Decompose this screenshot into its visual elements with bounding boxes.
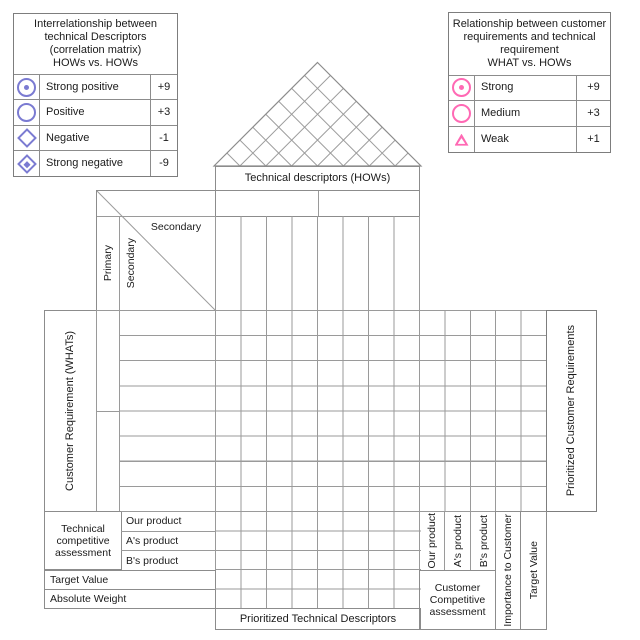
legend-row-strong-negative — [14, 150, 177, 176]
medium-icon — [449, 101, 475, 126]
customer-assessment-columns — [419, 511, 496, 570]
primary-label: Primary — [102, 244, 114, 282]
correlation-roof-matrix — [205, 55, 430, 170]
customer-assessment-grid — [419, 310, 547, 512]
assessment-title-line: assessment — [429, 606, 486, 618]
prioritized-customer-requirements-label: Prioritized Customer Requirements — [546, 310, 597, 512]
technical-descriptors-header — [215, 166, 420, 191]
relationship-legend-title — [449, 13, 610, 75]
strong-negative-icon — [14, 151, 40, 176]
a-product-row: A's product — [121, 532, 216, 552]
legend-row-label: Medium — [481, 107, 521, 120]
legend-row-weak — [449, 126, 610, 152]
relationship-matrix-grid — [215, 310, 421, 512]
legend-row-positive — [14, 99, 177, 125]
relationship-matrix-bottom-grid — [215, 511, 421, 609]
legend-row-negative — [14, 125, 177, 151]
corner-header-cell — [96, 190, 216, 311]
secondary-requirements-column — [119, 310, 216, 512]
legend-row-value: +9 — [150, 75, 177, 100]
legend-row-value: +3 — [150, 100, 177, 125]
legend-row-label: Strong negative — [46, 157, 124, 170]
assessment-title-line: assessment — [54, 546, 112, 559]
legend-title-line: Relationship between customer — [452, 17, 607, 30]
customer-competitive-assessment-box — [419, 570, 496, 630]
strong-icon — [449, 76, 475, 101]
target-value-column: Target Value — [520, 511, 547, 630]
b-product-row: B's product — [126, 554, 179, 567]
hows-primary-grouping-row — [215, 190, 420, 217]
technical-competitive-assessment-box — [44, 511, 122, 570]
legend-row-value: +3 — [576, 101, 610, 126]
legend-title-line: (correlation matrix) — [49, 43, 142, 56]
primary-grouping-column — [96, 310, 120, 512]
legend-title-line: WHAT vs. HOWs — [487, 56, 572, 69]
assessment-title-line: Customer — [434, 582, 481, 594]
legend-row-value: +1 — [576, 127, 610, 152]
legend-row-strong-positive — [14, 74, 177, 100]
legend-row-label: Strong positive — [46, 80, 119, 93]
a-product-column: A's product — [445, 512, 471, 570]
absolute-weight-row: Absolute Weight — [44, 589, 216, 609]
legend-row-label: Strong — [481, 81, 514, 94]
legend-row-medium — [449, 100, 610, 126]
legend-title-line: HOWs vs. HOWs — [53, 56, 138, 69]
technical-assessment-rows — [121, 511, 216, 570]
legend-row-strong — [449, 75, 610, 101]
our-product-column: Our product — [419, 512, 445, 570]
correlation-legend — [13, 13, 178, 177]
legend-title-line: Interrelationship between — [34, 17, 157, 30]
importance-to-customer-column: Importance to Customer — [495, 511, 521, 630]
legend-title-line: technical Descriptors — [44, 30, 147, 43]
legend-row-value: -1 — [150, 126, 177, 151]
technical-descriptors-header-label: Technical descriptors (HOWs) — [244, 172, 391, 184]
legend-row-label: Negative — [46, 131, 90, 144]
weak-icon — [449, 127, 475, 152]
legend-row-value: -9 — [150, 151, 177, 176]
customer-requirements-label: Customer Requirement (WHATs) — [44, 310, 97, 512]
legend-title-line: requirement — [500, 43, 559, 56]
primary-grouping-divider — [97, 411, 120, 412]
legend-row-label: Weak — [481, 133, 509, 146]
legend-row-label: Positive — [46, 106, 85, 119]
b-product-column: B's product — [477, 514, 490, 568]
strong-positive-icon — [14, 75, 40, 100]
secondary-label-horizontal: Secondary — [150, 221, 202, 233]
assessment-title-line: Technical — [61, 522, 105, 535]
hows-grouping-divider — [318, 191, 319, 216]
target-value-row: Target Value — [44, 570, 216, 590]
relationship-legend — [448, 12, 611, 153]
our-product-row: Our product — [121, 512, 216, 532]
prioritized-technical-descriptors-header: Prioritized Technical Descriptors — [215, 608, 421, 630]
legend-title-line: requirements and technical — [463, 30, 596, 43]
negative-icon — [14, 126, 40, 151]
secondary-label-vertical: Secondary — [125, 237, 137, 289]
positive-icon — [14, 100, 40, 125]
assessment-title-line: competitive — [56, 534, 110, 547]
legend-row-value: +9 — [576, 76, 610, 101]
correlation-legend-title — [14, 14, 177, 74]
assessment-title-line: Competitive — [429, 594, 486, 606]
